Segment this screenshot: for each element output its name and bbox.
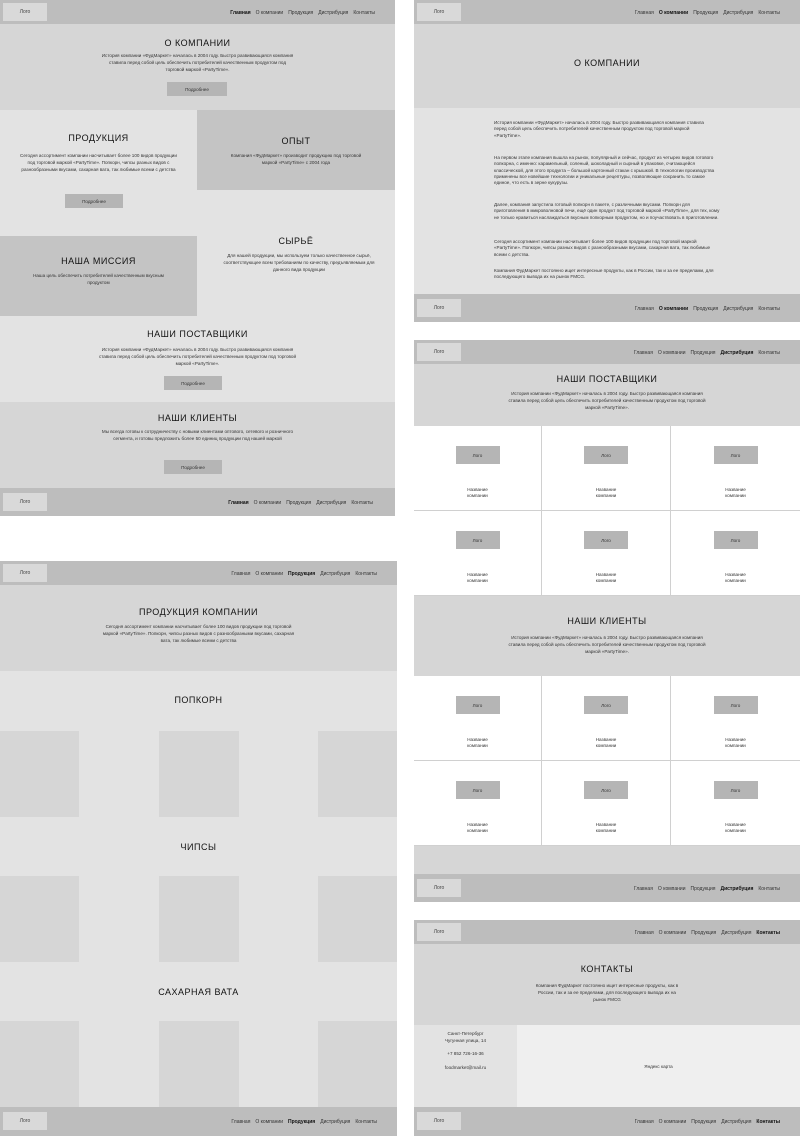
product-tile[interactable]	[318, 731, 397, 817]
client-card[interactable]	[542, 761, 671, 846]
footer-nav	[635, 306, 780, 312]
nav-home[interactable]: Главная	[634, 10, 654, 16]
suppliers-grid	[414, 426, 800, 596]
company-logo: Лого	[584, 446, 628, 464]
about-paragraph: Компания ФудМаркет постоянно ищет интересные продукты, как в России, так и за ее пределами, для последующего вывода их на рынок FMCG.	[494, 268, 714, 280]
product-tile[interactable]	[79, 731, 159, 817]
client-card[interactable]	[671, 676, 800, 761]
company-name: Название компании	[467, 822, 488, 833]
client-card[interactable]	[671, 761, 800, 846]
products-more-button[interactable]: Подробнее	[65, 194, 123, 208]
footer-nav-contacts[interactable]: Контакты	[756, 1119, 780, 1125]
footer	[0, 488, 395, 516]
company-name: Название компании	[725, 487, 746, 498]
clients-more-button[interactable]: Подробнее	[164, 460, 222, 474]
nav	[635, 10, 780, 16]
mission-title: НАША МИССИЯ	[61, 256, 136, 266]
category-title: ПОПКОРН	[174, 695, 223, 705]
client-card[interactable]	[414, 761, 542, 846]
category-chips	[0, 817, 397, 876]
footer-nav-distribution[interactable]: Дистрибуция	[316, 500, 347, 506]
products-section	[0, 110, 197, 236]
suppliers-more-button[interactable]: Подробнее	[164, 376, 222, 390]
clients-title: НАШИ КЛИЕНТЫ	[157, 413, 238, 423]
footer-nav-products[interactable]: Продукция	[690, 886, 716, 892]
company-name: Название компании	[595, 487, 617, 498]
nav-home[interactable]: Главная	[231, 571, 251, 577]
category-popcorn	[0, 671, 397, 731]
nav-products[interactable]: Продукция	[287, 571, 316, 577]
footer-nav-home[interactable]: Главная	[633, 886, 653, 892]
mission-text: Наша цель обеспечить потребителей качественным вкусным продуктом	[33, 273, 164, 285]
chips-gallery	[0, 876, 397, 962]
category-title: ЧИПСЫ	[180, 842, 217, 852]
nav-contacts[interactable]: Контакты	[756, 930, 780, 936]
product-tile[interactable]	[318, 876, 397, 962]
footer-nav-distribution[interactable]: Дистрибуция	[320, 1119, 351, 1125]
client-card[interactable]	[542, 676, 671, 761]
company-name: Название компании	[467, 487, 488, 498]
product-tile[interactable]	[239, 731, 318, 817]
popcorn-gallery	[0, 731, 397, 817]
about-hero	[414, 24, 800, 108]
company-logo: Лого	[714, 446, 758, 464]
company-name: Название компании	[725, 822, 746, 833]
footer-nav-products[interactable]: Продукция	[693, 306, 719, 312]
category-cotton-candy	[0, 962, 397, 1021]
nav-products[interactable]: Продукция	[690, 350, 716, 356]
footer-logo[interactable]: Лого	[417, 1112, 461, 1130]
raw-title: СЫРЬЁ	[278, 236, 314, 246]
clients-grid	[414, 676, 800, 846]
contacts-page	[414, 920, 800, 1136]
product-tile[interactable]	[159, 876, 239, 962]
nav-about[interactable]: О компании	[255, 10, 284, 16]
product-tile[interactable]	[239, 876, 318, 962]
company-name: Название компании	[467, 737, 488, 748]
experience-section	[197, 110, 395, 190]
nav-distribution[interactable]: Дистрибуция	[721, 930, 752, 936]
supplier-card[interactable]	[414, 426, 542, 511]
suppliers-text: История компании «ФудМаркет» началась в 2004 году. Быстро развивающаяся компания ставила перед собой цель обеспечить потребителей качественным продуктом под торговой маркой «PartyTime».	[508, 391, 706, 410]
footer-nav-home[interactable]: Главная	[231, 1119, 251, 1125]
nav-about[interactable]: О компании	[255, 571, 283, 577]
company-name: Название компании	[595, 737, 617, 748]
clients-section	[0, 402, 395, 488]
map-placeholder[interactable]	[517, 1025, 800, 1107]
company-name: Название компании	[725, 572, 746, 583]
nav-distribution[interactable]: Дистрибуция	[318, 10, 349, 16]
suppliers-header	[414, 364, 800, 426]
footer	[414, 294, 800, 322]
experience-title: ОПЫТ	[281, 136, 311, 146]
footer-nav-about[interactable]: О компании	[253, 500, 282, 506]
header	[0, 561, 397, 585]
footer-nav	[228, 500, 373, 506]
product-tile[interactable]	[0, 876, 79, 962]
company-logo: Лого	[584, 781, 628, 799]
footer-nav-home[interactable]: Главная	[634, 1119, 654, 1125]
footer-logo[interactable]: Лого	[3, 1112, 47, 1130]
contact-street: Чугунная улица, 14	[444, 1038, 486, 1043]
products-hero	[0, 585, 397, 671]
distribution-page	[414, 340, 800, 902]
footer-nav	[231, 1119, 377, 1125]
product-tile[interactable]	[318, 1021, 397, 1107]
about-text: История компании «ФудМаркет» началась в 2004 году. Быстро развивающаяся компания ставила перед собой цель обеспечить потребителей качественным продуктом под торговой маркой «PartyTime».	[101, 53, 294, 72]
supplier-card[interactable]	[542, 511, 671, 596]
footer-nav-contacts[interactable]: Контакты	[351, 500, 373, 506]
clients-text: История компании «ФудМаркет» началась в 2004 году. Быстро развивающаяся компания ставила перед собой цель обеспечить потребителей качественным продуктом под торговой маркой «PartyTime».	[508, 635, 706, 654]
company-logo: Лого	[714, 781, 758, 799]
contacts-text: Компания ФудМаркет постоянно ищет интересные продукты, как в России, так и за ее пределами, для последующего вывода их на рынок FMCG	[535, 983, 679, 1002]
distribution-spacer	[414, 846, 800, 874]
nav-contacts[interactable]: Контакты	[758, 350, 780, 356]
footer-nav-about[interactable]: О компании	[658, 306, 689, 312]
footer-nav-contacts[interactable]: Контакты	[758, 886, 780, 892]
supplier-card[interactable]	[414, 511, 542, 596]
client-card[interactable]	[414, 676, 542, 761]
company-logo: Лого	[584, 696, 628, 714]
contacts-title: КОНТАКТЫ	[580, 964, 634, 974]
nav-contacts[interactable]: Контакты	[353, 10, 375, 16]
logo[interactable]: Лого	[417, 343, 461, 361]
company-name: Название компании	[467, 572, 488, 583]
products-text: Сегодня ассортимент компании насчитывает более 100 видов продукции под торговой маркой «PartyTime». Попкорн, чипсы разных видов с разнообразными вкусами, сахарная вата, так любимые всеми с детства	[20, 153, 177, 172]
header	[414, 920, 800, 944]
footer-nav-about[interactable]: О компании	[255, 1119, 283, 1125]
company-name: Название компании	[725, 737, 746, 748]
product-tile[interactable]	[0, 731, 79, 817]
about-page-title: О КОМПАНИИ	[573, 58, 641, 68]
clients-title: НАШИ КЛИЕНТЫ	[567, 616, 647, 626]
nav-about[interactable]: О компании	[658, 930, 687, 936]
footer-nav-distribution[interactable]: Дистрибуция	[720, 886, 754, 892]
footer-nav-about[interactable]: О компании	[658, 1119, 687, 1125]
about-title: О КОМПАНИИ	[164, 38, 231, 48]
about-body	[414, 108, 800, 294]
nav-home[interactable]: Главная	[634, 930, 654, 936]
nav-home[interactable]: Главная	[633, 350, 653, 356]
company-logo: Лого	[456, 446, 500, 464]
nav-distribution[interactable]: Дистрибуция	[320, 571, 351, 577]
company-logo: Лого	[456, 531, 500, 549]
product-tile[interactable]	[159, 731, 239, 817]
nav-contacts[interactable]: Контакты	[758, 10, 780, 16]
suppliers-title: НАШИ ПОСТАВЩИКИ	[556, 374, 658, 384]
nav-about[interactable]: О компании	[657, 350, 686, 356]
header	[414, 0, 800, 24]
nav-distribution[interactable]: Дистрибуция	[723, 10, 754, 16]
footer-nav-contacts[interactable]: Контакты	[355, 1119, 377, 1125]
products-page	[0, 561, 397, 1136]
product-tile[interactable]	[159, 1021, 239, 1107]
about-paragraph: На первом этапе компания вышла на рынок, популярный и сейчас, продукт из четырех видов готового попкорна, с именно: карамельный, соленый, шоколадный и сырный в упаковке, считающейся классической, для этого продукта – большой картонный стакан с крышкой. В технологии производства применены все новейшие технологии и уникальные рецептуры, позволяющие сохранить то самое единое, что есть в зерне кукурузы.	[494, 155, 715, 186]
product-tile[interactable]	[79, 1021, 159, 1107]
nav-products[interactable]: Продукция	[693, 10, 719, 16]
supplier-card[interactable]	[542, 426, 671, 511]
products-page-title: ПРОДУКЦИЯ КОМПАНИИ	[139, 607, 258, 617]
header	[0, 0, 395, 24]
product-tile[interactable]	[0, 1021, 79, 1107]
logo[interactable]: Лого	[3, 3, 47, 21]
nav	[634, 350, 780, 356]
nav	[230, 10, 375, 16]
products-title: ПРОДУКЦИЯ	[68, 133, 129, 143]
home-page	[0, 0, 395, 516]
footer-nav-home[interactable]: Главная	[634, 306, 654, 312]
nav-contacts[interactable]: Контакты	[355, 571, 377, 577]
products-page-text: Сегодня ассортимент компании насчитывает более 100 видов продукции под торговой маркой «PartyTime». Попкорн, чипсы разных видов с разнообразными вкусами, сахарная вата, так любимые всеми с детства	[102, 624, 295, 643]
mission-section	[0, 236, 197, 316]
company-logo: Лого	[714, 696, 758, 714]
map-label: Яндекс карта	[644, 1063, 673, 1069]
about-page	[414, 0, 800, 322]
raw-section	[197, 190, 395, 316]
footer-nav-products[interactable]: Продукция	[287, 1119, 316, 1125]
suppliers-text: История компании «ФудМаркет» началась в 2004 году. Быстро развивающаяся компания ставила перед собой цель обеспечить потребителей качественным продуктом под торговой маркой «PartyTime».	[98, 347, 297, 366]
footer	[414, 874, 800, 902]
company-logo: Лого	[584, 531, 628, 549]
suppliers-section	[0, 316, 395, 402]
logo[interactable]: Лого	[417, 3, 461, 21]
nav-distribution[interactable]: Дистрибуция	[720, 350, 754, 356]
about-paragraph: Сегодня ассортимент компании насчитывает более 100 видов продукции под торговой маркой «PartyTime». Попкорн, чипсы разных видов с разнообразными вкусами, сахарная вата, так любимые всеми с детства.	[494, 239, 711, 257]
footer-nav-products[interactable]: Продукция	[691, 1119, 717, 1125]
nav-products[interactable]: Продукция	[288, 10, 314, 16]
footer	[414, 1107, 800, 1136]
nav-home[interactable]: Главная	[230, 10, 251, 16]
footer-nav-contacts[interactable]: Контакты	[758, 306, 780, 312]
footer-nav-distribution[interactable]: Дистрибуция	[721, 1119, 752, 1125]
nav-about[interactable]: О компании	[658, 10, 689, 16]
contacts-hero	[414, 944, 800, 1025]
raw-text: Для нашей продукции, мы используем только качественное сырьё, соответствующее всем требованиям по качеству, предъявляемым для данного вида продукции	[223, 253, 375, 272]
footer-nav-about[interactable]: О компании	[657, 886, 686, 892]
footer-nav-home[interactable]: Главная	[228, 500, 249, 506]
contact-email[interactable]: foodmarket@mail.ru	[444, 1065, 487, 1070]
contact-info	[414, 1025, 517, 1107]
company-name: Название компании	[595, 822, 617, 833]
clients-header	[414, 596, 800, 676]
company-logo: Лого	[456, 696, 500, 714]
footer-logo[interactable]: Лого	[417, 879, 461, 897]
about-section	[0, 24, 395, 110]
footer-nav-distribution[interactable]: Дистрибуция	[723, 306, 754, 312]
footer	[0, 1107, 397, 1136]
logo[interactable]: Лого	[3, 564, 47, 582]
contact-phone[interactable]: +7 852 726-16-36	[447, 1051, 484, 1056]
footer-logo[interactable]: Лого	[417, 299, 461, 317]
about-more-button[interactable]: Подробнее	[167, 82, 227, 96]
logo[interactable]: Лого	[417, 923, 461, 941]
product-tile[interactable]	[239, 1021, 318, 1107]
nav	[635, 930, 780, 936]
nav-products[interactable]: Продукция	[691, 930, 717, 936]
footer-nav-products[interactable]: Продукция	[286, 500, 312, 506]
supplier-card[interactable]	[671, 511, 800, 596]
suppliers-title: НАШИ ПОСТАВЩИКИ	[147, 329, 248, 339]
about-paragraph: История компании «ФудМаркет» началась в 2004 году. Быстро развивающаяся компания ставила перед собой цель обеспечить потребителей качественным продуктом под торговой маркой «PartyTime».	[494, 120, 704, 138]
experience-text: Компания «ФудМаркет» производит продукцию под торговой маркой «PartyTime» с 2004 года	[230, 153, 362, 165]
footer-nav	[634, 886, 780, 892]
company-name: Название компании	[595, 572, 617, 583]
contact-city: Санкт-Петербург	[447, 1031, 484, 1036]
company-logo: Лого	[456, 781, 500, 799]
supplier-card[interactable]	[671, 426, 800, 511]
header	[414, 340, 800, 364]
about-paragraph: Далее, компания запустила готовый попкорн в пакете, с различными вкусами. Попкорн для приготовления в микроволновой печи, ещё один продукт под торговой маркой «PartyTime», для тех, кому не только нравиться наслаждаться вкусным попкорным продуктом, но и поучаствовать в приготовлении.	[494, 202, 720, 220]
product-tile[interactable]	[79, 876, 159, 962]
clients-text: Мы всегда готовы к сотрудничеству с новыми клиентами оптового, сетевого и розничного сегмента, и готовы предложить более 50 единиц продукции под нашей маркой	[101, 429, 294, 441]
nav	[231, 571, 377, 577]
category-title: САХАРНАЯ ВАТА	[158, 987, 239, 997]
cotton-candy-gallery	[0, 1021, 397, 1107]
company-logo: Лого	[714, 531, 758, 549]
footer-nav	[635, 1119, 780, 1125]
footer-logo[interactable]: Лого	[3, 493, 47, 511]
